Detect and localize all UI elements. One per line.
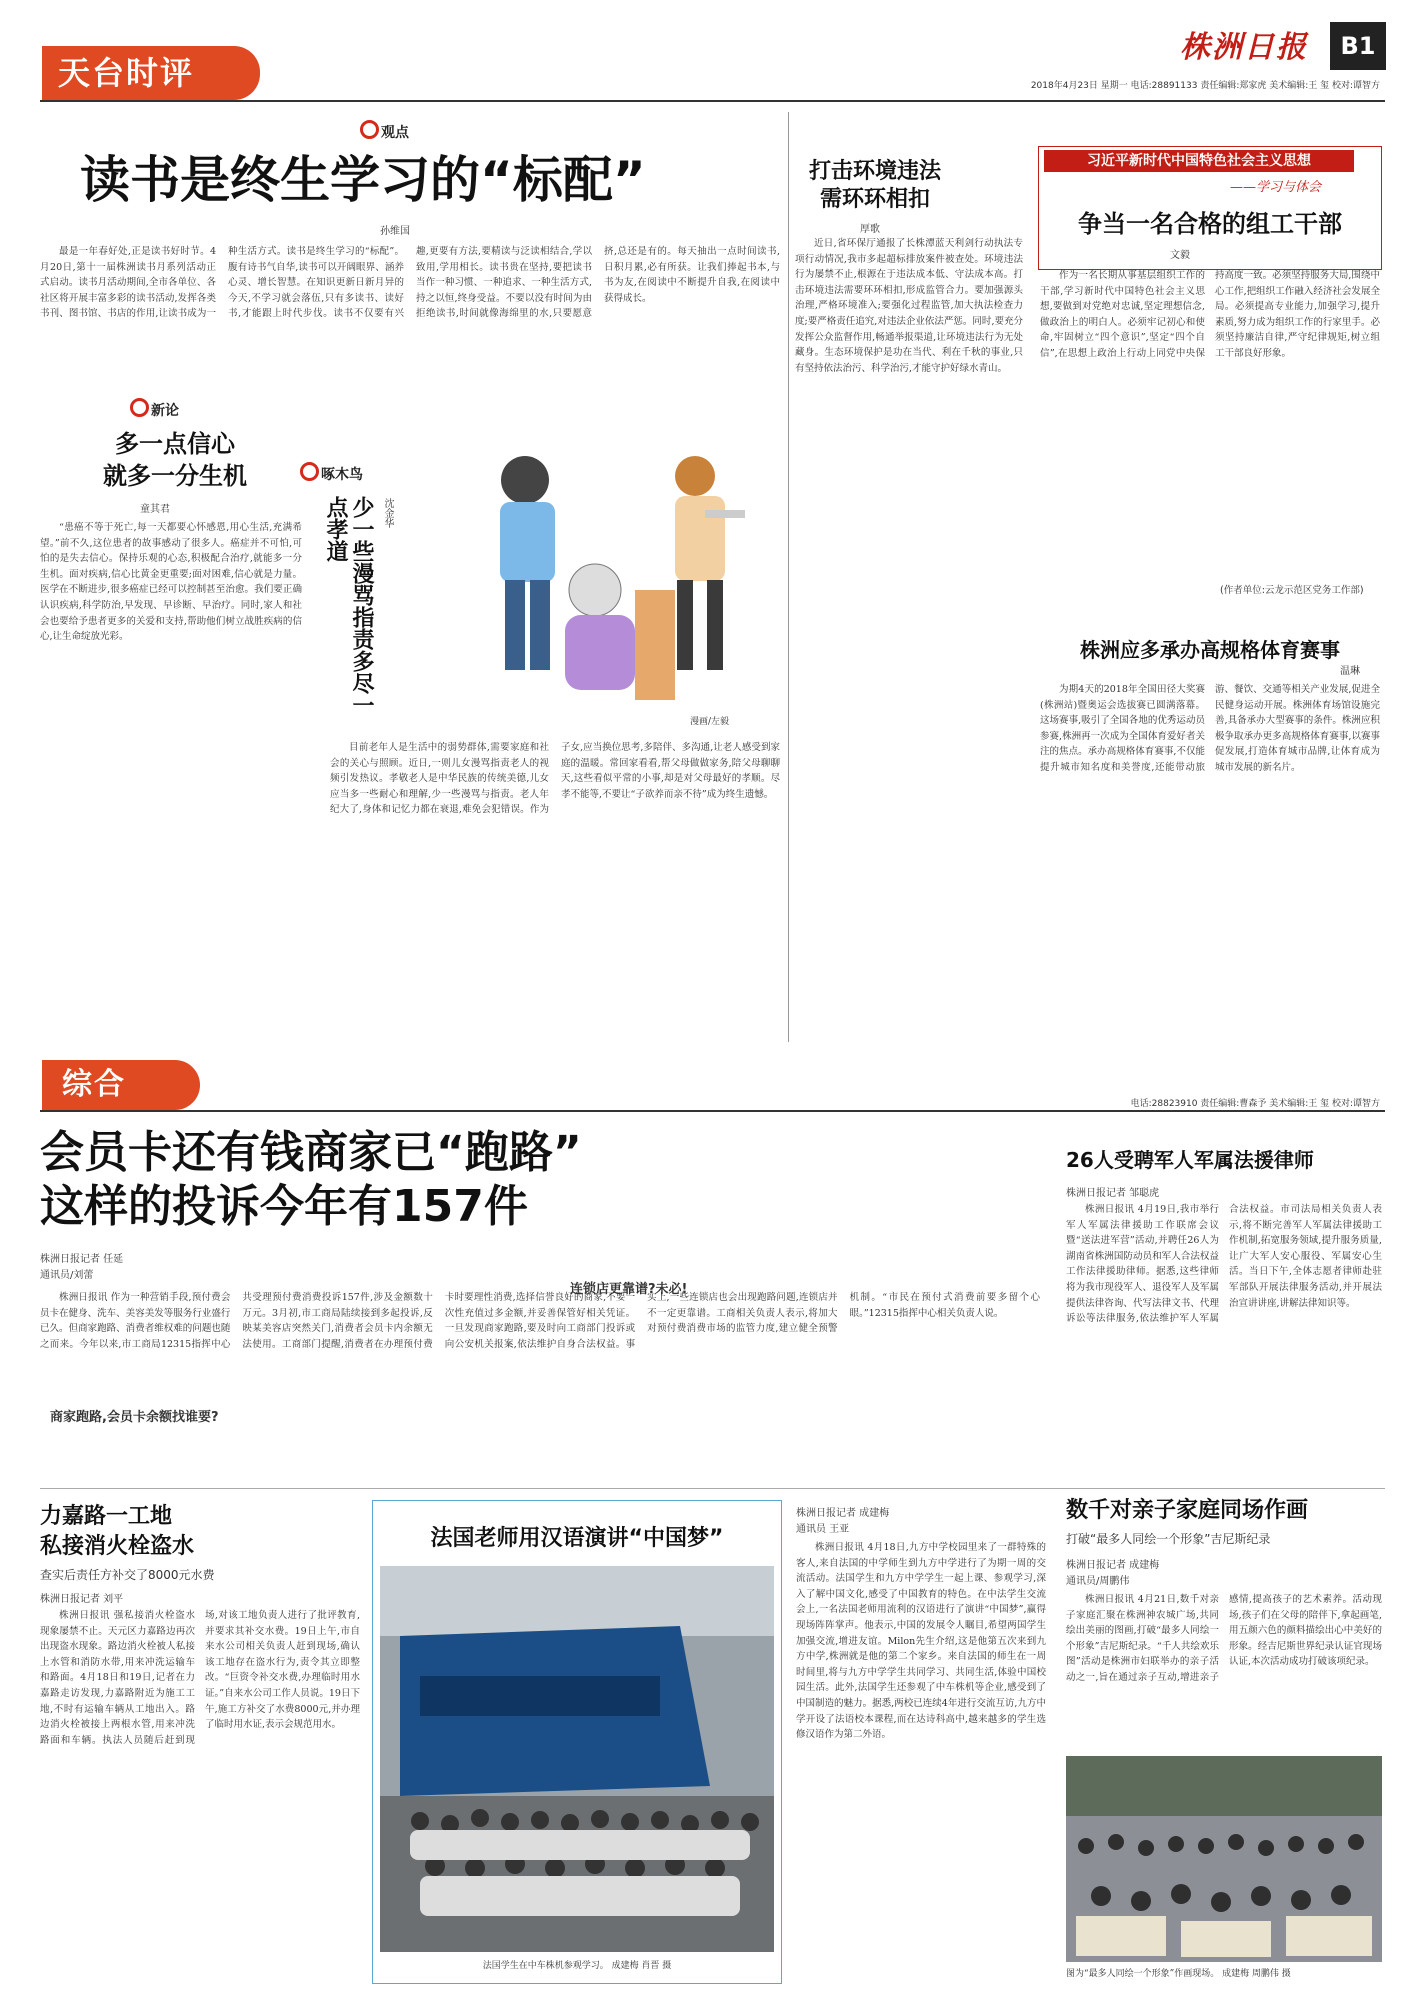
b4-photo <box>380 1566 774 1952</box>
page-info: 2018年4月23日 星期一 电话:28891133 责任编辑:郑家虎 美术编辑:王 玺 校对:谭智方 <box>1030 81 1380 91</box>
b4-byline-correspondent: 通讯员 王亚 <box>796 1524 850 1535</box>
woodpecker-tag: 啄木鸟 <box>300 462 363 484</box>
a5-note: (作者单位:云龙示范区党务工作部) <box>1220 585 1364 596</box>
b1-subhead2: 连锁店更靠谱?未必! <box>570 1282 688 1297</box>
theory-banner: 习近平新时代中国特色社会主义思想 <box>1044 150 1354 172</box>
b4-title: 法国老师用汉语演讲“中国梦” <box>430 1526 724 1551</box>
b3-body: 株洲日报讯 强私接消火栓盗水现象屡禁不止。天元区力嘉路边再次出现盗水现象。路边消火栓被人私接上水管和消防水带,用来冲洗运输车和路面。4月18日和19日,记者在力嘉路走访发现,力嘉路附近为施工工地,不时有运输车辆从工地出入。路边消火栓被接上两根水管,用来冲洗路面和车辆。执法人员随后赶到现场,对该工地负责人进行了批评教育,并要求其补交水费。19日上午,市自来水公司相关负责人赶到现场,确认该工地存在盗水行为,责令其立即整改。“巨资令补交水费,办理临时用水证。”自来水公司工作人员说。19日下午,施工方补交了水费8000元,并办理了临时用水证,表示会规范用水。 <box>40 1610 360 1746</box>
a4-author: 厚歌 <box>860 224 880 235</box>
b1-body: 株洲日报讯 作为一种营销手段,预付费会员卡在健身、洗车、美容美发等服务行业盛行已久。但商家跑路、消费者维权难的问题也随之而来。今年以来,市工商局12315指挥中心共受理预付费消费投诉157件,涉及金额数十万元。3月初,市工商局陆续接到多起投诉,反映某美容店突然关门,消费者会员卡内余额无法使用。工商部门提醒,消费者在办理预付费卡时要理性消费,选择信誉良好的商家,不要一次性充值过多金额,并妥善保管好相关凭证。一旦发现商家跑路,要及时向工商部门投诉或向公安机关报案,依法维护自身合法权益。事实上,一些连锁店也会出现跑路问题,连锁店并不一定更靠谱。工商相关负责人表示,将加大对预付费消费市场的监管力度,建立健全预警机制。“市民在预付式消费前要多留个心眼。”12315指挥中心相关负责人说。 <box>40 1292 1040 1350</box>
a1-title: 读书是终生学习的“标配” <box>80 151 646 209</box>
a2-body: “患癌不等于死亡,每一天都要心怀感恩,用心生活,充满希望。”前不久,这位患者的故事感动了很多人。癌症并不可怕,可怕的是失去信心。保持乐观的心态,积极配合治疗,就能多一分生机。面对疾病,信心比黄金更重要;面对困难,信心就是力量。医学在不断进步,很多癌症已经可以控制甚至治愈。我们要正确认识疾病,科学防治,早发现、早诊断、早治疗。同时,家人和社会也要给予患者更多的关爱和支持,帮助他们树立战胜疾病的信心,让生命绽放光彩。 <box>40 522 302 643</box>
b2-title: 26人受聘军人军属法援律师 <box>1066 1148 1314 1172</box>
b3-title-line1: 力嘉路一工地 <box>40 1504 173 1529</box>
a5-author: 文毅 <box>1170 250 1190 261</box>
a5-title: 争当一名合格的组工干部 <box>1078 210 1342 238</box>
b5-subtitle: 打破“最多人同绘一个形象”吉尼斯纪录 <box>1066 1532 1271 1546</box>
b1-byline-reporter: 株洲日报记者 任延 <box>40 1254 124 1265</box>
b2-body: 株洲日报讯 4月19日,我市举行军人军属法律援助工作联席会议暨“送法进军营”活动,并聘任26人为湖南省株洲国防动员和军人合法权益工作法律援助律师。据悉,这些律师将为我市现役军人、退役军人及军属提供法律咨询、代写法律文书、代理诉讼等法律服务,依法维护军人军属合法权益。市司法局相关负责人表示,将不断完善军人军属法律援助工作机制,拓宽服务领域,提升服务质量,让广大军人安心服役、军属安心生活。当日下午,全体志愿者律师赴驻军部队开展法律服务活动,并开展法治宣讲讲座,讲解法律知识等。 <box>1066 1204 1382 1325</box>
zonghe-info: 电话:28823910 责任编辑:曹森予 美术编辑:王 玺 校对:谭智方 <box>1130 1099 1380 1109</box>
a6-title: 株洲应多承办高规格体育赛事 <box>1080 638 1340 662</box>
newview-tag: 新论 <box>130 398 179 420</box>
b3-byline: 株洲日报记者 刘平 <box>40 1594 124 1605</box>
a2-title-line1: 多一点信心 <box>115 430 235 458</box>
b1-byline-correspondent: 通讯员/刘蕾 <box>40 1270 94 1281</box>
caregiver-illustration <box>405 440 755 730</box>
section-label: 天台时评 <box>42 46 260 100</box>
b3-title-line2: 私接消火栓盗水 <box>40 1534 195 1559</box>
mid-rule <box>40 1488 1385 1489</box>
b4-byline-reporter: 株洲日报记者 成建梅 <box>796 1508 890 1519</box>
a2-title-line2: 就多一分生机 <box>103 462 247 490</box>
b2-byline: 株洲日报记者 邹聪虎 <box>1066 1188 1160 1199</box>
zonghe-rule <box>40 1110 1385 1112</box>
b5-caption: 图为“最多人同绘一个形象”作画现场。 成建梅 周鹏伟 摄 <box>1066 1969 1291 1979</box>
a4-title-line1: 打击环境违法 <box>808 159 941 184</box>
a4-title-line2: 需环环相扣 <box>819 187 930 212</box>
b1-title-line2: 这样的投诉今年有157件 <box>40 1181 528 1232</box>
a6-body: 为期4天的2018年全国田径大奖赛(株洲站)暨奥运会选拔赛已圆满落幕。这场赛事,吸引了全国各地的优秀运动员参赛,株洲再一次成为全国体育爱好者关注的焦点。承办高规格体育赛事,不仅能提升城市知名度和美誉度,还能带动旅游、餐饮、交通等相关产业发展,促进全民健身运动开展。株洲体育场馆设施完善,具备承办大型赛事的条件。株洲应积极争取承办更多高规格体育赛事,以赛事促发展,打造体育城市品牌,让体育成为城市发展的新名片。 <box>1040 684 1380 773</box>
a3-illustrator: 漫画/左毅 <box>690 717 730 727</box>
newspaper-logo: 株洲日报 <box>1180 30 1308 65</box>
b4-body: 株洲日报讯 4月18日,九方中学校园里来了一群特殊的客人,来自法国的中学师生到九方中学进行了为期一周的交流活动。法国学生和九方中学学生一起上课、参观学习,深入了解中国文化,感受了中国教育的特色。在中法学生交流会上,一名法国老师用流利的汉语进行了演讲“中国梦”,赢得现场阵阵掌声。他表示,中国的发展令人瞩目,希望两国学生加强交流,增进友谊。Milon先生介绍,这是他第五次来到九方中学,株洲就是他的第二个家乡。来自法国的师生在一周时间里,将与九方中学学生共同学习、共同生活,体验中国校园生活。此外,法国学生还参观了中车株机等企业,感受到了中国制造的魅力。据悉,两校已连续4年进行交流互访,九方中学开设了法语校本课程,而在达诗科高中,越来越多的学生选修汉语作为第二外语。 <box>796 1542 1046 1741</box>
b1-subhead1: 商家跑路,会员卡余额找谁要? <box>50 1410 219 1425</box>
b5-byline-reporter: 株洲日报记者 成建梅 <box>1066 1560 1160 1571</box>
theory-subbanner: ——学习与体会 <box>1230 180 1322 195</box>
a6-author: 温琳 <box>1340 666 1360 677</box>
b5-body: 株洲日报讯 4月21日,数千对亲子家庭汇聚在株洲神农城广场,共同绘出美丽的图画,打破“最多人同绘一个形象”吉尼斯纪录。“千人共绘欢乐图”活动是株洲市妇联举办的亲子活动之一,旨在通过亲子互动,增进亲子感情,提高孩子的艺术素养。活动现场,孩子们在父母的陪伴下,拿起画笔,用五颜六色的颜料描绘出心中美好的形象。经吉尼斯世界纪录认证官现场认证,本次活动成功打破该项纪录。 <box>1066 1594 1382 1683</box>
illustration-shapes <box>500 456 745 700</box>
b4-caption: 法国学生在中车株机参观学习。 成建梅 肖晋 摄 <box>482 1961 672 1971</box>
a3-author: 沈金华 <box>382 498 393 528</box>
column-divider <box>788 112 789 1042</box>
a3-title: 少一些漫骂指责多尽一点孝道 <box>323 496 374 716</box>
a2-author: 童其君 <box>140 504 170 515</box>
a1-author: 孙维国 <box>380 226 410 237</box>
section-label-zonghe: 综合 <box>42 1060 200 1110</box>
b5-title: 数千对亲子家庭同场作画 <box>1066 1498 1309 1523</box>
a5-body: 作为一名长期从事基层组织工作的干部,学习新时代中国特色社会主义思想,要做到对党绝对忠诚,坚定理想信念,做政治上的明白人。必须牢记初心和使命,牢固树立“四个意识”,坚定“四个自信”,在思想上政治上行动上同党中央保持高度一致。必须坚持服务大局,围绕中心工作,把组织工作融入经济社会发展全局。必须提高专业能力,加强学习,提升素质,努力成为组织工作的行家里手。必须坚持廉洁自律,严守纪律规矩,树立组工干部良好形象。 <box>1040 270 1380 359</box>
b1-title-line1: 会员卡还有钱商家已“跑路” <box>40 1127 582 1178</box>
a3-body: 目前老年人是生活中的弱势群体,需要家庭和社会的关心与照顾。近日,一则儿女漫骂指责老人的视频引发热议。孝敬老人是中华民族的传统美德,儿女应当多一些耐心和理解,少一些漫骂与指责。老人年纪大了,身体和记忆力都在衰退,难免会犯错误。作为子女,应当换位思考,多陪伴、多沟通,让老人感受到家庭的温暖。常回家看看,帮父母做做家务,陪父母聊聊天,这些看似平常的小事,却是对父母最好的孝顺。尽孝不能等,不要让“子欲养而亲不待”成为终生遗憾。 <box>330 742 780 816</box>
page-number: B1 <box>1330 22 1386 70</box>
a1-body: 最是一年春好处,正是读书好时节。4月20日,第十一届株洲读书月系列活动正式启动。读书月活动期间,全市各单位、各社区将开展丰富多彩的读书活动,发挥各类书刊、图书馆、书店的作用,让读书成为一种生活方式。读书是终生学习的“标配”。腹有诗书气自华,读书可以开阔眼界、涵养心灵、增长智慧。在知识更新日新月异的今天,不学习就会落伍,只有多读书、读好书,才能跟上时代步伐。读书不仅要有兴趣,更要有方法,要精读与泛读相结合,学以致用,学用相长。读书贵在坚持,要把读书当作一种习惯、一种追求、一种生活方式,持之以恒,终身受益。不要以没有时间为由拒绝读书,时间就像海绵里的水,只要愿意挤,总还是有的。每天抽出一点时间读书,日积月累,必有所获。让我们捧起书本,与书为友,在阅读中不断提升自我,在阅读中获得成长。 <box>40 246 780 320</box>
b3-subtitle: 查实后责任方补交了8000元水费 <box>40 1568 215 1582</box>
b5-byline-correspondent: 通讯员/周鹏伟 <box>1066 1576 1130 1587</box>
viewpoint-tag: 观点 <box>360 120 409 142</box>
header-rule <box>40 100 1385 102</box>
b5-photo <box>1066 1756 1382 1962</box>
a4-body: 近日,省环保厅通报了长株潭蓝天利剑行动执法专项行动情况,我市多起超标排放案件被查处。环境违法行为屡禁不止,根源在于违法成本低、守法成本高。打击环境违法需要环环相扣,形成监管合力。要加强源头治理,严格环境准入;要强化过程监管,加大执法检查力度;要严格责任追究,对违法企业依法严惩。同时,要充分发挥公众监督作用,畅通举报渠道,让环境违法行为无处藏身。生态环境保护是功在当代、利在千秋的事业,只有坚持依法治污、科学治污,才能守护好绿水青山。 <box>795 238 1023 374</box>
